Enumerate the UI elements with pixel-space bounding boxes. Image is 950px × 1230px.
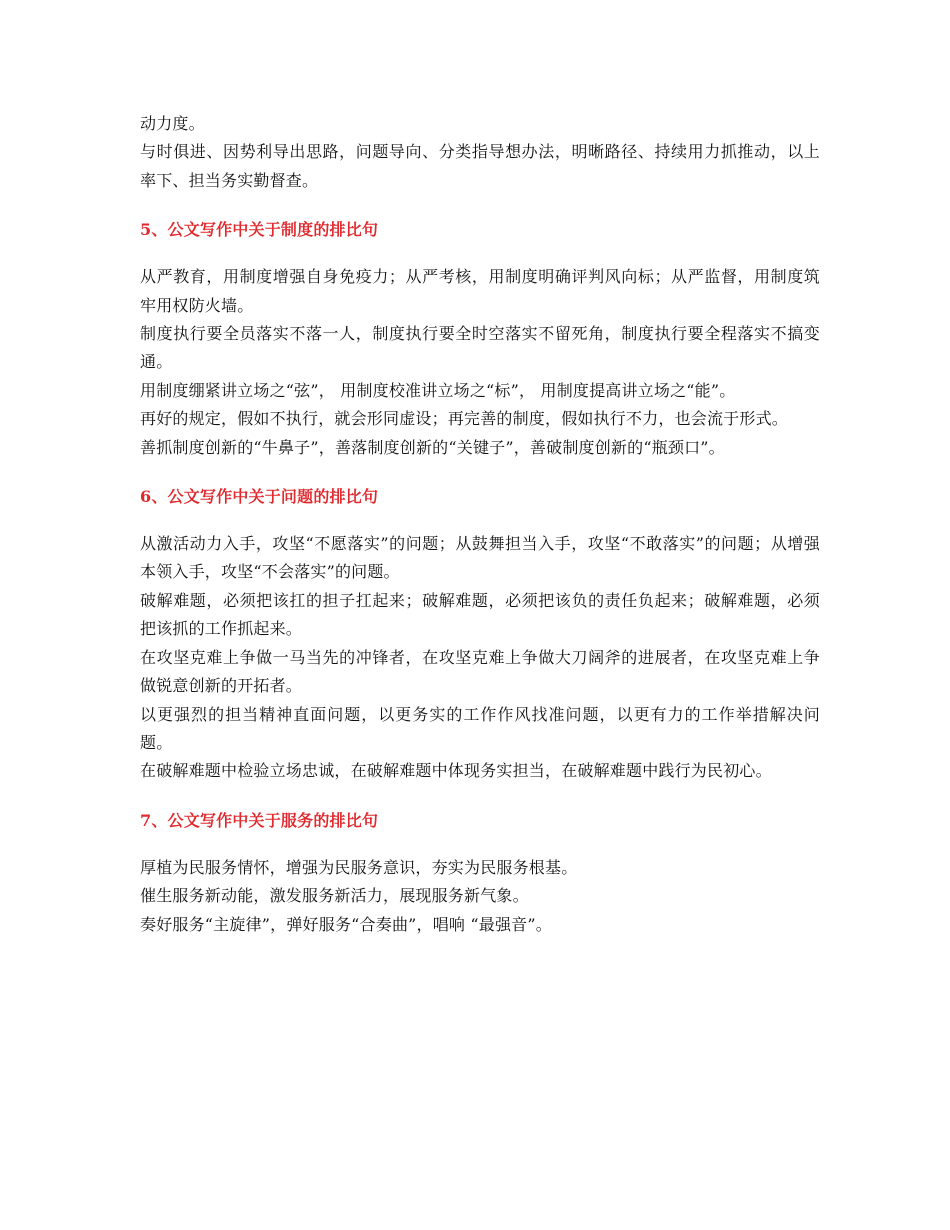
paragraph: 从激活动力入手，攻坚“不愿落实”的问题；从鼓舞担当入手，攻坚“不敢落实”的问题；从增强本领入手，攻坚“不会落实”的问题。 — [140, 534, 820, 582]
section-heading: 6、公文写作中关于问题的排比句 — [140, 487, 379, 507]
section-system — [140, 216, 820, 462]
section-heading: 7、公文写作中关于服务的排比句 — [140, 810, 379, 830]
paragraph: 破解难题，必须把该扛的担子扛起来；破解难题，必须把该负的责任负起来；破解难题，必须把该抓的工作抓起来。 — [140, 590, 820, 639]
document-body — [140, 110, 820, 939]
paragraph: 厚植为民服务情怀，增强为民服务意识，夯实为民服务根基。 — [140, 857, 578, 877]
paragraph: 在破解难题中检验立场忠诚，在破解难题中体现务实担当，在破解难题中践行为民初心。 — [140, 761, 772, 781]
paragraph: 奏好服务“主旋律”，弹好服务“合奏曲”，唱响 “最强音”。 — [140, 914, 552, 934]
paragraph: 善抓制度创新的“牛鼻子”，善落制度创新的“关键子”，善破制度创新的“瓶颈口”。 — [140, 437, 725, 457]
paragraph: 制度执行要全员落实不落一人，制度执行要全时空落实不留死角，制度执行要全程落实不搞变通。 — [140, 324, 820, 372]
paragraph: 以更强烈的担当精神直面问题，以更务实的工作作风找准问题，以更有力的工作举措解决问题。 — [140, 704, 820, 752]
paragraph: 催生服务新动能，激发服务新活力，展现服务新气象。 — [140, 886, 529, 906]
section-service — [140, 807, 820, 939]
paragraph: 在攻坚克难上争做一马当先的冲锋者，在攻坚克难上争做大刀阔斧的进展者，在攻坚克难上争做锐意创新的开拓者。 — [140, 647, 820, 696]
paragraph: 用制度绷紧讲立场之“弦”， 用制度校准讲立场之“标”， 用制度提高讲立场之“能”。 — [140, 380, 736, 400]
paragraph: 与时俱进、因势利导出思路，问题导向、分类指导想办法，明晰路径、持续用力抓推动，以上率下、担当务实勤督查。 — [140, 142, 820, 190]
paragraph: 再好的规定，假如不执行，就会形同虚设；再完善的制度，假如执行不力，也会流于形式。 — [140, 409, 789, 429]
paragraph: 从严教育，用制度增强自身免疫力；从严考核，用制度明确评判风向标；从严监督，用制度筑牢用权防火墙。 — [140, 267, 820, 315]
paragraph: 动力度。 — [140, 114, 205, 133]
section-heading: 5、公文写作中关于制度的排比句 — [140, 220, 379, 240]
section-problems — [140, 483, 820, 786]
